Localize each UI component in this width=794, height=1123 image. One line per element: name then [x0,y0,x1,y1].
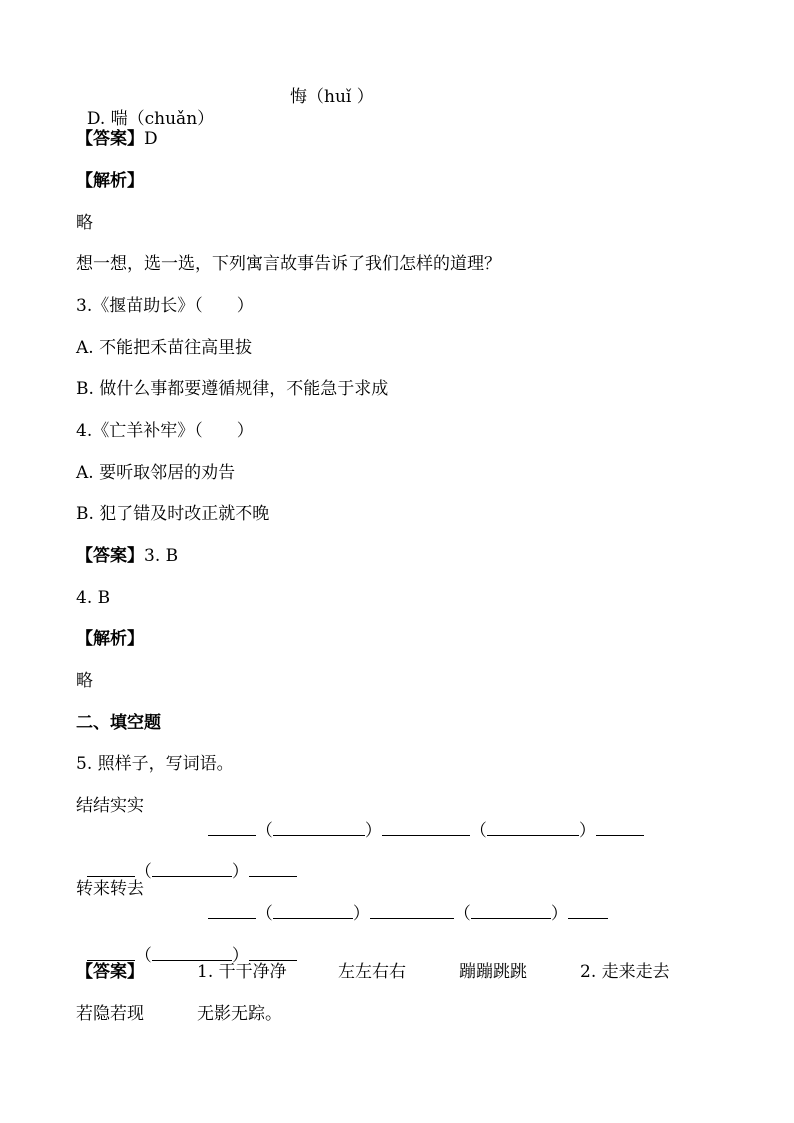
q5-answer-label: 【答案】 [76,962,144,982]
q5-example-1: 结结实实 [76,796,144,816]
paren-open: （ [255,904,273,924]
q5-example-2: 转来转去 [76,879,144,899]
q5-answer-4: 2. 走来走去 [580,962,670,982]
blank-group-4 [197,878,608,925]
answer-label: 【答案】 [76,546,144,566]
blank-line [596,817,644,836]
q4-stem: 4.《亡羊补牢》（ ） [76,421,254,441]
section-title: 二、填空题 [76,713,161,733]
paren-close: ） [578,821,596,841]
paren-close: ） [231,862,249,882]
answer-3: 3. B [144,546,179,566]
q4-option-a: A. 要听取邻居的劝告 [76,463,236,483]
paren-open: （ [469,821,487,841]
blank-line [273,817,365,836]
q5-answer-6: 无影无踪。 [197,1004,282,1024]
blank-line [370,900,454,919]
q5-answer-3: 蹦蹦跳跳 [459,962,527,982]
paren-close: ） [364,821,382,841]
blank-line [87,858,135,877]
blank-line [249,942,297,961]
q5-stem: 5. 照样子，写词语。 [76,754,234,774]
blank-line [208,900,256,919]
paren-close: ） [231,946,249,966]
paren-open: （ [255,821,273,841]
blank-group-2 [411,795,644,842]
q3-option-a: A. 不能把禾苗往高里拔 [76,338,253,358]
blank-line [152,942,232,961]
paren-close: ） [550,904,568,924]
intro-text: 想一想，选一选，下列寓言故事告诉了我们怎样的道理？ [76,254,501,274]
blank-line [471,900,551,919]
paren-open: （ [134,862,152,882]
blank-line [273,900,353,919]
blank-line [568,900,608,919]
q34-answer [76,545,178,567]
paren-open: （ [453,904,471,924]
paren-open: （ [134,946,152,966]
blank-line [152,858,232,877]
q2-analysis-label: 【解析】 [76,171,144,191]
q2-option-d-text: D. 喘（chuǎn） [86,109,215,129]
q2-option-d [76,86,214,130]
q5-answer-1: 1. 干干净净 [197,962,287,982]
blank-group-5 [76,920,297,967]
q2-option-d-second: 悔（huǐ ） [290,87,374,107]
blank-line [422,817,470,836]
q34-analysis-label: 【解析】 [76,629,144,649]
q5-answer-2: 左左右右 [338,962,406,982]
q2-answer [76,128,158,150]
q2-analysis-text: 略 [76,213,93,233]
q3-stem: 3.《揠苗助长》（ ） [76,296,254,316]
blank-line [87,942,135,961]
blank-line [208,817,256,836]
blank-line [487,817,579,836]
paren-close: ） [352,904,370,924]
q4-option-b: B. 犯了错及时改正就不晚 [76,504,270,524]
blank-group-3 [76,836,297,883]
q3-option-b: B. 做什么事都要遵循规律，不能急于求成 [76,379,389,399]
q34-analysis-text: 略 [76,671,93,691]
blank-line [249,858,297,877]
q5-answer-5: 若隐若现 [76,1004,144,1024]
answer-value: D [144,129,158,149]
q34-answer-4: 4. B [76,588,111,608]
blank-group-1 [197,795,430,842]
answer-label: 【答案】 [76,129,144,149]
